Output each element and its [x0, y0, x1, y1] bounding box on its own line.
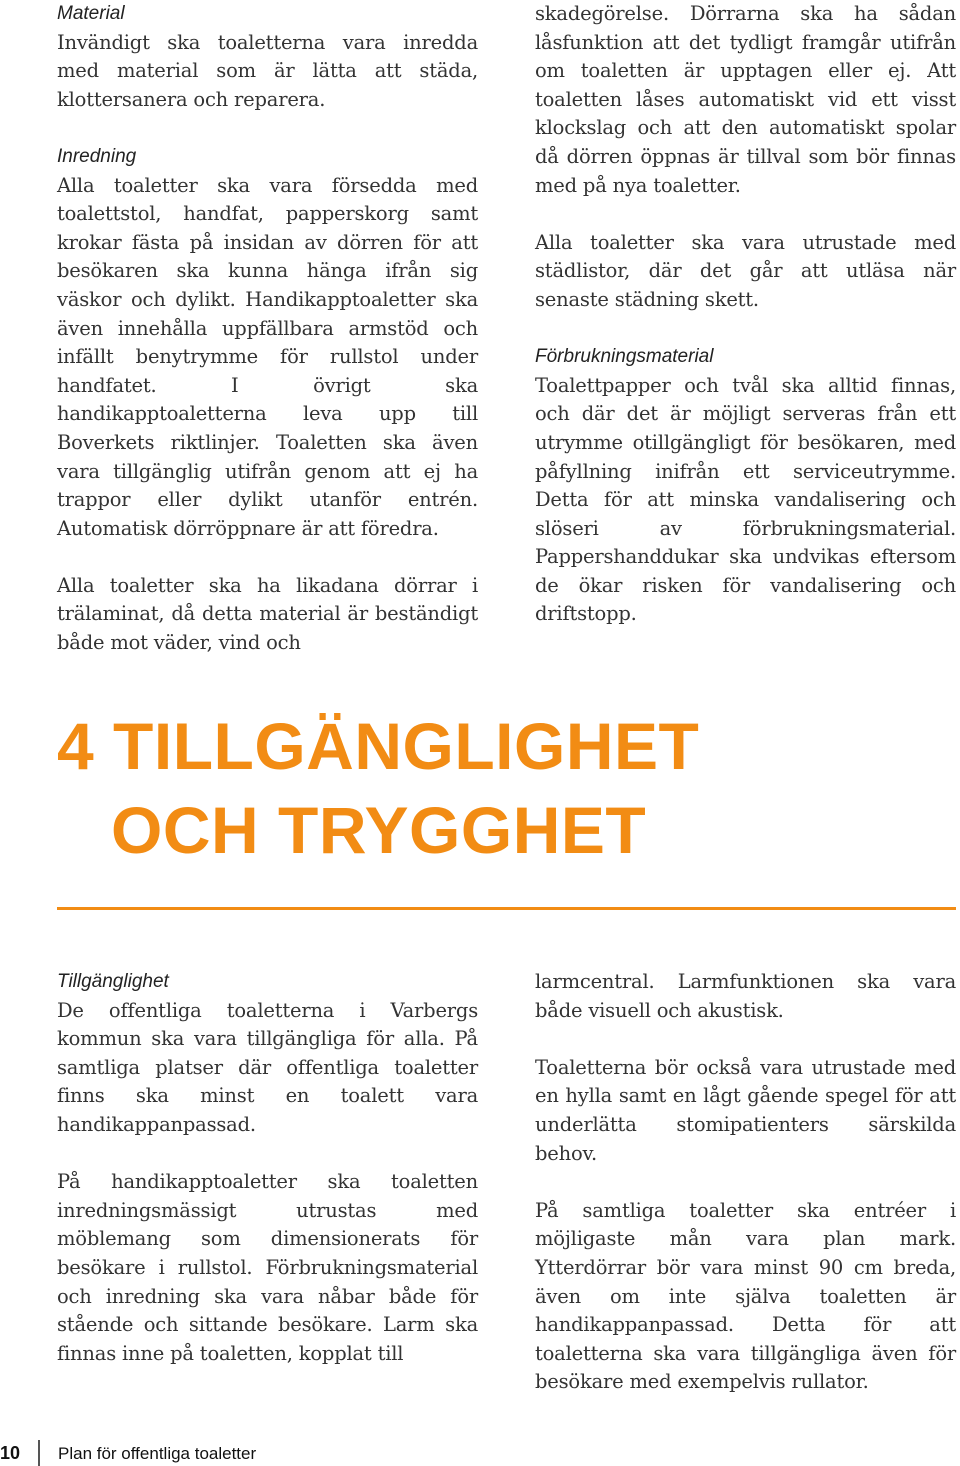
- hylla-paragraph: Toaletterna bör också vara utrustade med en hylla samt en lågt gående spegel för att underlätta stomipatienters särskilda behov.: [535, 1055, 956, 1165]
- top-left-column: [57, 0, 478, 686]
- section-divider: [57, 907, 956, 910]
- bottom-left-column: [57, 968, 478, 1397]
- tillganglighet-paragraph: De offentliga toaletterna i Varbergs kommun ska vara tillgängliga för alla. På samtliga platser där offentliga toaletter finns ska minst en toalett vara handikappanpassad.: [57, 998, 478, 1136]
- page-number-divider: [38, 1440, 40, 1466]
- forbrukning-paragraph: Toalettpapper och tvål ska alltid finnas, och där det är möjligt serveras från ett utrymme otillgängligt för besökaren, med påfyllning inifrån ett serviceutrymme. Detta för att minska vandalisering och slöseri av förbrukningsmaterial. Pappershanddukar ska undvikas eftersom de ökar risken för vandalisering och driftstopp.: [535, 373, 956, 626]
- dorrar-paragraph: Alla toaletter ska ha likadana dörrar i trälaminat, då detta material är beständigt både mot väder, vind och: [57, 573, 478, 655]
- section-title: [57, 704, 699, 872]
- inredning-paragraph: Alla toaletter ska vara försedda med toalettstol, handfat, papperskorg samt krokar fästa på insidan av dörren för att besökaren ska kunna hänga ifrån sig väskor och dylikt. Handikapptoaletter ska även innehålla uppfällbara armstöd och infällt benytrymme för rullstol under handfatet. I övrigt ska handikapptoaletterna leva upp till Boverkets riktlinjer. Toaletten ska även vara tillgänglig utifrån genom att ej ha trappor eller dylikt utanför entrén. Automatisk dörröppnare är att föredra.: [57, 173, 478, 540]
- material-paragraph: Invändigt ska toaletterna vara inredda med material som är lätta att städa, klottersanera och reparera.: [57, 30, 478, 111]
- larm-continued-paragraph: larmcentral. Larmfunktionen ska vara både visuell och akustisk.: [535, 970, 956, 1022]
- material-heading: Material: [57, 3, 125, 24]
- page-footer: [0, 1440, 960, 1466]
- forbrukning-heading: Förbrukningsmaterial: [535, 346, 714, 368]
- bottom-right-column: [535, 968, 956, 1426]
- page-number: 10: [0, 1443, 21, 1463]
- section-title-line1: 4 TILLGÄNGLIGHET: [57, 709, 700, 783]
- stadlistor-paragraph: Alla toaletter ska vara utrustade med städlistor, där det går att utläsa när senaste städning skett.: [535, 230, 956, 311]
- top-right-column: [535, 0, 956, 658]
- dorrar-continued-paragraph: skadegörelse. Dörrarna ska ha sådan låsfunktion att det tydligt framgår utifrån om toaletten är upptagen eller ej. Att toaletten låses automatiskt vid ett visst klockslag och att den automatiskt spolar då dörren öppnas är tillval som bör finnas med på nya toaletter.: [535, 2, 956, 197]
- section-title-line2: OCH TRYGGHET: [111, 793, 647, 867]
- inredning-heading: Inredning: [57, 145, 137, 167]
- entre-paragraph: På samtliga toaletter ska entréer i möjligaste mån vara plan mark. Ytterdörrar bör vara minst 90 cm breda, även om inte själva toaletten är handikappanpassad. Detta för att toaletterna ska vara tillgängliga även för besökare med exempelvis rullator.: [535, 1198, 956, 1394]
- document-title: Plan för offentliga toaletter: [58, 1444, 257, 1463]
- handikapp-paragraph: På handikapptoaletter ska toaletten inredningsmässigt utrustas med möblemang som dimensionerats för besökare i rullstol. Förbrukningsmaterial och inredning ska vara nåbar både för stående och sittande besökare. Larm ska finnas inne på toaletten, kopplat till: [57, 1170, 478, 1365]
- tillganglighet-heading: Tillgänglighet: [57, 971, 169, 992]
